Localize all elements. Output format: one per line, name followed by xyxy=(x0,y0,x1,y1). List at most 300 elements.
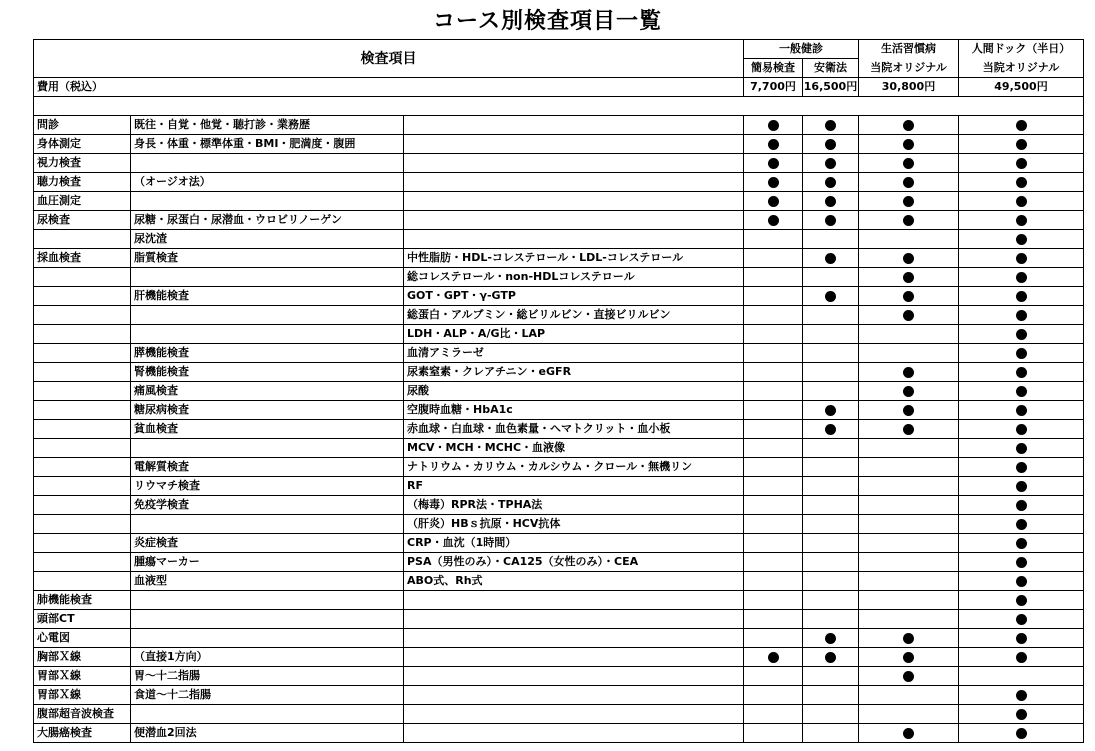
mark-cell xyxy=(803,724,859,743)
table-row xyxy=(34,192,1084,211)
mark-cell xyxy=(859,458,959,477)
mark-cell xyxy=(744,154,803,173)
header-item-col: 検査項目 xyxy=(34,40,744,78)
subitem-cell: 便潜血2回法 xyxy=(131,724,404,743)
included-dot-icon xyxy=(903,177,914,188)
mark-cell xyxy=(803,230,859,249)
mark-cell xyxy=(859,230,959,249)
mark-cell xyxy=(744,192,803,211)
table-row xyxy=(34,610,1084,629)
subitem-cell: 痛風検査 xyxy=(131,382,404,401)
mark-cell xyxy=(859,724,959,743)
included-dot-icon xyxy=(903,367,914,378)
included-dot-icon xyxy=(1016,595,1027,606)
detail-cell: 総コレステロール・non-HDLコレステロール xyxy=(404,268,744,287)
table-row xyxy=(34,629,1084,648)
category-cell: 腹部超音波検査 xyxy=(34,705,131,724)
included-dot-icon xyxy=(825,405,836,416)
included-dot-icon xyxy=(1016,291,1027,302)
subitem-cell: （オージオ法） xyxy=(131,173,404,192)
included-dot-icon xyxy=(825,291,836,302)
mark-cell xyxy=(744,116,803,135)
subitem-cell xyxy=(131,325,404,344)
included-dot-icon xyxy=(768,120,779,131)
table-row xyxy=(34,705,1084,724)
included-dot-icon xyxy=(768,158,779,169)
included-dot-icon xyxy=(1016,348,1027,359)
detail-cell: 総蛋白・アルブミン・総ビリルビン・直接ビリルビン xyxy=(404,306,744,325)
category-cell xyxy=(34,553,131,572)
mark-cell xyxy=(959,135,1084,154)
table-row xyxy=(34,116,1084,135)
mark-cell xyxy=(959,648,1084,667)
included-dot-icon xyxy=(825,424,836,435)
table-row xyxy=(34,363,1084,382)
page-title: コース別検査項目一覧 xyxy=(433,9,662,34)
category-cell: 聴力検査 xyxy=(34,173,131,192)
detail-cell xyxy=(404,211,744,230)
mark-cell xyxy=(744,534,803,553)
mark-cell xyxy=(803,211,859,230)
detail-cell: PSA（男性のみ）・CA125（女性のみ）・CEA xyxy=(404,553,744,572)
included-dot-icon xyxy=(825,652,836,663)
table-row xyxy=(34,724,1084,743)
included-dot-icon xyxy=(903,386,914,397)
included-dot-icon xyxy=(1016,196,1027,207)
subitem-cell: 食道～十二指腸 xyxy=(131,686,404,705)
fee-value: 7,700円 xyxy=(744,78,803,97)
mark-cell xyxy=(803,458,859,477)
fee-label: 費用（税込） xyxy=(34,78,744,97)
detail-cell: （梅毒）RPR法・TPHA法 xyxy=(404,496,744,515)
detail-cell: 中性脂肪・HDL-コレステロール・LDL-コレステロール xyxy=(404,249,744,268)
included-dot-icon xyxy=(768,196,779,207)
mark-cell xyxy=(959,325,1084,344)
detail-cell xyxy=(404,154,744,173)
included-dot-icon xyxy=(768,177,779,188)
subitem-cell xyxy=(131,515,404,534)
table-row xyxy=(34,420,1084,439)
subitem-cell: 膵機能検査 xyxy=(131,344,404,363)
included-dot-icon xyxy=(903,405,914,416)
detail-cell: 尿酸 xyxy=(404,382,744,401)
mark-cell xyxy=(959,249,1084,268)
included-dot-icon xyxy=(825,196,836,207)
header-group-dock: 人間ドック（半日） xyxy=(959,40,1084,59)
mark-cell xyxy=(803,382,859,401)
mark-cell xyxy=(803,515,859,534)
category-cell xyxy=(34,458,131,477)
detail-cell xyxy=(404,192,744,211)
detail-cell xyxy=(404,116,744,135)
category-cell xyxy=(34,344,131,363)
included-dot-icon xyxy=(1016,120,1027,131)
included-dot-icon xyxy=(1016,272,1027,283)
mark-cell xyxy=(744,268,803,287)
mark-cell xyxy=(859,515,959,534)
mark-cell xyxy=(959,344,1084,363)
included-dot-icon xyxy=(1016,443,1027,454)
included-dot-icon xyxy=(903,424,914,435)
mark-cell xyxy=(859,401,959,420)
included-dot-icon xyxy=(1016,633,1027,644)
subitem-cell: リウマチ検査 xyxy=(131,477,404,496)
detail-cell: MCV・MCH・MCHC・血液像 xyxy=(404,439,744,458)
included-dot-icon xyxy=(825,139,836,150)
mark-cell xyxy=(859,211,959,230)
included-dot-icon xyxy=(1016,253,1027,264)
table-row xyxy=(34,458,1084,477)
table-row xyxy=(34,401,1084,420)
included-dot-icon xyxy=(1016,367,1027,378)
included-dot-icon xyxy=(1016,177,1027,188)
mark-cell xyxy=(859,553,959,572)
mark-cell xyxy=(803,249,859,268)
detail-cell: LDH・ALP・A/G比・LAP xyxy=(404,325,744,344)
mark-cell xyxy=(744,173,803,192)
mark-cell xyxy=(859,363,959,382)
mark-cell xyxy=(859,705,959,724)
mark-cell xyxy=(959,705,1084,724)
table-row xyxy=(34,268,1084,287)
category-cell: 視力検査 xyxy=(34,154,131,173)
mark-cell xyxy=(803,629,859,648)
table-row xyxy=(34,439,1084,458)
mark-cell xyxy=(959,591,1084,610)
mark-cell xyxy=(803,154,859,173)
mark-cell xyxy=(803,572,859,591)
included-dot-icon xyxy=(768,652,779,663)
category-cell: 胸部Ｘ線 xyxy=(34,648,131,667)
mark-cell xyxy=(959,230,1084,249)
mark-cell xyxy=(744,420,803,439)
mark-cell xyxy=(744,439,803,458)
mark-cell xyxy=(744,211,803,230)
fee-value: 30,800円 xyxy=(859,78,959,97)
mark-cell xyxy=(744,363,803,382)
table-row xyxy=(34,591,1084,610)
included-dot-icon xyxy=(1016,481,1027,492)
mark-cell xyxy=(959,401,1084,420)
mark-cell xyxy=(803,667,859,686)
table-row xyxy=(34,306,1084,325)
subitem-cell: 身長・体重・標準体重・BMI・肥満度・腹囲 xyxy=(131,135,404,154)
mark-cell xyxy=(959,154,1084,173)
exam-table xyxy=(33,39,1084,743)
mark-cell xyxy=(959,287,1084,306)
subitem-cell: 血液型 xyxy=(131,572,404,591)
included-dot-icon xyxy=(903,633,914,644)
included-dot-icon xyxy=(1016,329,1027,340)
category-cell: 採血検査 xyxy=(34,249,131,268)
mark-cell xyxy=(859,629,959,648)
included-dot-icon xyxy=(1016,462,1027,473)
subitem-cell: 炎症検査 xyxy=(131,534,404,553)
included-dot-icon xyxy=(825,253,836,264)
subitem-cell xyxy=(131,610,404,629)
mark-cell xyxy=(803,686,859,705)
category-cell xyxy=(34,477,131,496)
included-dot-icon xyxy=(1016,234,1027,245)
detail-cell xyxy=(404,173,744,192)
category-cell xyxy=(34,306,131,325)
included-dot-icon xyxy=(1016,158,1027,169)
detail-cell: 赤血球・白血球・血色素量・ヘマトクリット・血小板 xyxy=(404,420,744,439)
mark-cell xyxy=(859,686,959,705)
table-row xyxy=(34,515,1084,534)
detail-cell: 空腹時血糖・HbA1c xyxy=(404,401,744,420)
mark-cell xyxy=(959,173,1084,192)
included-dot-icon xyxy=(903,120,914,131)
mark-cell xyxy=(859,382,959,401)
category-cell xyxy=(34,325,131,344)
table-row xyxy=(34,553,1084,572)
included-dot-icon xyxy=(825,177,836,188)
included-dot-icon xyxy=(1016,310,1027,321)
subitem-cell xyxy=(131,629,404,648)
table-row xyxy=(34,477,1084,496)
mark-cell xyxy=(959,553,1084,572)
category-cell xyxy=(34,534,131,553)
detail-cell xyxy=(404,705,744,724)
mark-cell xyxy=(803,344,859,363)
mark-cell xyxy=(744,667,803,686)
mark-cell xyxy=(959,534,1084,553)
mark-cell xyxy=(859,667,959,686)
mark-cell xyxy=(959,211,1084,230)
included-dot-icon xyxy=(903,310,914,321)
table-row xyxy=(34,572,1084,591)
detail-cell xyxy=(404,230,744,249)
subitem-cell: 尿沈渣 xyxy=(131,230,404,249)
mark-cell xyxy=(959,268,1084,287)
detail-cell: ABO式、Rh式 xyxy=(404,572,744,591)
mark-cell xyxy=(859,420,959,439)
subitem-cell: 免疫学検査 xyxy=(131,496,404,515)
detail-cell: CRP・血沈（1時間） xyxy=(404,534,744,553)
detail-cell xyxy=(404,724,744,743)
category-cell: 大腸癌検査 xyxy=(34,724,131,743)
mark-cell xyxy=(803,534,859,553)
subitem-cell: 電解質検査 xyxy=(131,458,404,477)
header-group-lifestyle: 生活習慣病 xyxy=(859,40,959,59)
spacer-cell xyxy=(34,97,1084,116)
detail-cell: 血清アミラーゼ xyxy=(404,344,744,363)
included-dot-icon xyxy=(1016,557,1027,568)
mark-cell xyxy=(803,325,859,344)
mark-cell xyxy=(744,287,803,306)
mark-cell xyxy=(959,116,1084,135)
mark-cell xyxy=(744,629,803,648)
mark-cell xyxy=(803,420,859,439)
spacer-row xyxy=(34,97,1084,116)
mark-cell xyxy=(744,230,803,249)
table-row xyxy=(34,382,1084,401)
table-row xyxy=(34,230,1084,249)
mark-cell xyxy=(959,420,1084,439)
included-dot-icon xyxy=(903,139,914,150)
table-row xyxy=(34,287,1084,306)
table-row xyxy=(34,249,1084,268)
detail-cell xyxy=(404,610,744,629)
included-dot-icon xyxy=(1016,424,1027,435)
category-cell xyxy=(34,401,131,420)
category-cell xyxy=(34,572,131,591)
mark-cell xyxy=(859,116,959,135)
subitem-cell xyxy=(131,192,404,211)
subitem-cell xyxy=(131,268,404,287)
mark-cell xyxy=(803,648,859,667)
detail-cell xyxy=(404,686,744,705)
subitem-cell xyxy=(131,154,404,173)
mark-cell xyxy=(959,629,1084,648)
subitem-cell xyxy=(131,439,404,458)
mark-cell xyxy=(803,363,859,382)
subitem-cell: 胃～十二指腸 xyxy=(131,667,404,686)
included-dot-icon xyxy=(1016,405,1027,416)
fee-value: 16,500円 xyxy=(803,78,859,97)
mark-cell xyxy=(859,287,959,306)
included-dot-icon xyxy=(903,272,914,283)
detail-cell xyxy=(404,648,744,667)
mark-cell xyxy=(744,477,803,496)
mark-cell xyxy=(959,458,1084,477)
included-dot-icon xyxy=(1016,386,1027,397)
included-dot-icon xyxy=(825,158,836,169)
mark-cell xyxy=(859,249,959,268)
mark-cell xyxy=(859,591,959,610)
header-row-1 xyxy=(34,40,1084,59)
mark-cell xyxy=(744,306,803,325)
table-row xyxy=(34,173,1084,192)
mark-cell xyxy=(744,724,803,743)
included-dot-icon xyxy=(1016,215,1027,226)
included-dot-icon xyxy=(1016,576,1027,587)
detail-cell: ナトリウム・カリウム・カルシウム・クロール・無機リン xyxy=(404,458,744,477)
included-dot-icon xyxy=(903,196,914,207)
mark-cell xyxy=(859,135,959,154)
category-cell: 尿検査 xyxy=(34,211,131,230)
header-col-dock-original: 当院オリジナル xyxy=(959,59,1084,78)
mark-cell xyxy=(959,192,1084,211)
mark-cell xyxy=(859,496,959,515)
included-dot-icon xyxy=(903,671,914,682)
header-col-simple: 簡易検査 xyxy=(744,59,803,78)
detail-cell xyxy=(404,591,744,610)
mark-cell xyxy=(859,610,959,629)
mark-cell xyxy=(859,306,959,325)
category-cell xyxy=(34,496,131,515)
mark-cell xyxy=(744,401,803,420)
mark-cell xyxy=(744,553,803,572)
mark-cell xyxy=(859,572,959,591)
mark-cell xyxy=(959,724,1084,743)
table-row xyxy=(34,211,1084,230)
mark-cell xyxy=(959,306,1084,325)
mark-cell xyxy=(803,287,859,306)
fee-row xyxy=(34,78,1084,97)
included-dot-icon xyxy=(768,139,779,150)
table-row xyxy=(34,135,1084,154)
included-dot-icon xyxy=(1016,728,1027,739)
mark-cell xyxy=(859,325,959,344)
included-dot-icon xyxy=(903,253,914,264)
mark-cell xyxy=(744,572,803,591)
mark-cell xyxy=(744,249,803,268)
included-dot-icon xyxy=(1016,519,1027,530)
mark-cell xyxy=(803,306,859,325)
category-cell xyxy=(34,420,131,439)
mark-cell xyxy=(859,477,959,496)
category-cell xyxy=(34,230,131,249)
mark-cell xyxy=(744,610,803,629)
subitem-cell: 肝機能検査 xyxy=(131,287,404,306)
table-row xyxy=(34,667,1084,686)
mark-cell xyxy=(803,553,859,572)
subitem-cell: 貧血検査 xyxy=(131,420,404,439)
mark-cell xyxy=(803,173,859,192)
included-dot-icon xyxy=(903,215,914,226)
mark-cell xyxy=(959,496,1084,515)
mark-cell xyxy=(744,325,803,344)
category-cell xyxy=(34,287,131,306)
mark-cell xyxy=(803,192,859,211)
included-dot-icon xyxy=(1016,139,1027,150)
category-cell: 肺機能検査 xyxy=(34,591,131,610)
header-group-general: 一般健診 xyxy=(744,40,859,59)
detail-cell: （肝炎）HBｓ抗原・HCV抗体 xyxy=(404,515,744,534)
detail-cell xyxy=(404,667,744,686)
category-cell xyxy=(34,363,131,382)
mark-cell xyxy=(744,382,803,401)
subitem-cell xyxy=(131,306,404,325)
included-dot-icon xyxy=(903,728,914,739)
included-dot-icon xyxy=(1016,614,1027,625)
mark-cell xyxy=(859,192,959,211)
included-dot-icon xyxy=(1016,690,1027,701)
table-row xyxy=(34,686,1084,705)
mark-cell xyxy=(859,154,959,173)
included-dot-icon xyxy=(903,652,914,663)
mark-cell xyxy=(744,135,803,154)
mark-cell xyxy=(959,382,1084,401)
included-dot-icon xyxy=(768,215,779,226)
mark-cell xyxy=(803,477,859,496)
mark-cell xyxy=(859,648,959,667)
subitem-cell: 腎機能検査 xyxy=(131,363,404,382)
mark-cell xyxy=(744,686,803,705)
fee-value: 49,500円 xyxy=(959,78,1084,97)
category-cell xyxy=(34,439,131,458)
subitem-cell: 糖尿病検査 xyxy=(131,401,404,420)
mark-cell xyxy=(959,667,1084,686)
mark-cell xyxy=(803,496,859,515)
included-dot-icon xyxy=(825,120,836,131)
mark-cell xyxy=(859,173,959,192)
mark-cell xyxy=(959,515,1084,534)
mark-cell xyxy=(803,610,859,629)
category-cell: 血圧測定 xyxy=(34,192,131,211)
category-cell: 胃部Ｘ線 xyxy=(34,686,131,705)
header-col-lifestyle-original: 当院オリジナル xyxy=(859,59,959,78)
mark-cell xyxy=(803,135,859,154)
mark-cell xyxy=(744,705,803,724)
included-dot-icon xyxy=(903,291,914,302)
mark-cell xyxy=(744,458,803,477)
table-row xyxy=(34,648,1084,667)
subitem-cell xyxy=(131,705,404,724)
category-cell xyxy=(34,268,131,287)
